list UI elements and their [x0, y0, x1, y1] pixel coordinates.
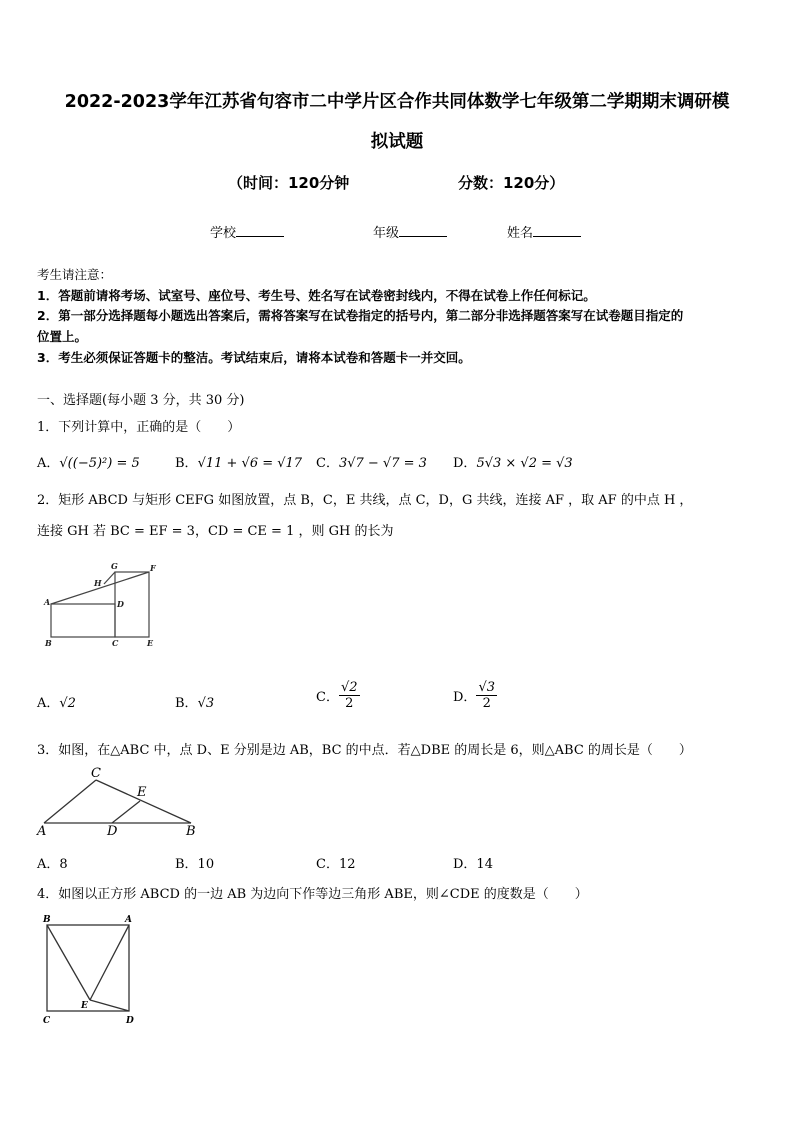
- q2-stem-line2: 连接 GH 若 BC = EF = 3，CD = CE = 1 ，则 GH 的长为: [37, 524, 394, 539]
- q3-label-e: E: [137, 785, 147, 800]
- q1-stem: 1．下列计算中，正确的是（ ）: [37, 420, 241, 435]
- q2-label-a: A: [44, 597, 51, 607]
- q3-option-b[interactable]: B．10: [175, 857, 215, 872]
- q1-option-a[interactable]: [37, 452, 140, 471]
- q2-figure: [40, 560, 170, 660]
- q4-label-b: B: [43, 915, 51, 925]
- grade-field[interactable]: [373, 222, 447, 241]
- q3-option-c[interactable]: C．12: [316, 857, 356, 872]
- score-label: 分数：120分）: [458, 174, 565, 192]
- q4-label-d: D: [126, 1016, 134, 1026]
- q3-line-ac: [44, 780, 96, 823]
- q2-option-d[interactable]: [453, 680, 497, 711]
- q1-b-label: B．: [175, 456, 198, 471]
- name-label: 姓名: [507, 226, 534, 241]
- q2-label-h: H: [94, 578, 102, 588]
- q4-label-a: A: [125, 915, 132, 925]
- q2-label-c: C: [112, 638, 119, 648]
- q1-c-expr: 3√7 − √7 = 3: [338, 456, 427, 471]
- q3-figure: [36, 765, 202, 837]
- q2-b-label: B．: [175, 696, 198, 711]
- q4-line-be: [47, 925, 90, 1000]
- q1-option-b[interactable]: [175, 452, 302, 471]
- section1-heading: 一、选择题(每小题 3 分，共 30 分): [37, 393, 245, 408]
- q2-option-a[interactable]: [37, 692, 76, 711]
- grade-blank[interactable]: [399, 224, 447, 237]
- time-label: （时间：120分钟: [228, 174, 350, 192]
- notice-line2a: 2．第一部分选择题每小题选出答案后，需将答案写在试卷指定的括号内，第二部分非选择题答案写在试卷题目指定的: [37, 308, 684, 323]
- q4-figure: [38, 912, 144, 1028]
- q2-c-label: C．: [316, 690, 339, 705]
- q2-rect-abcd: [51, 604, 115, 637]
- q2-label-b: B: [45, 638, 52, 648]
- q2-b-expr: √3: [197, 696, 215, 711]
- school-label: 学校: [210, 226, 237, 241]
- q2-d-numerator: √3: [478, 680, 495, 695]
- notice-heading: 考生请注意：: [37, 267, 113, 282]
- q3-label-a: A: [37, 824, 47, 837]
- q2-line-gh: [104, 572, 115, 584]
- q2-d-denominator: 2: [482, 696, 491, 711]
- notice-line2b: 位置上。: [37, 329, 88, 344]
- q2-d-label: D．: [453, 690, 477, 705]
- name-blank[interactable]: [533, 224, 581, 237]
- q2-stem-line1: 2．矩形 ABCD 与矩形 CEFG 如图放置，点 B，C，E 共线，点 C，D，G 共线，连接 AF ，取 AF 的中点 H ，: [37, 493, 693, 508]
- q2-a-label: A．: [37, 696, 60, 711]
- q1-option-c[interactable]: [316, 452, 427, 471]
- q1-d-label: D．: [453, 456, 477, 471]
- q3-option-d[interactable]: D．14: [453, 857, 493, 872]
- page-title-line1: 2022-2023学年江苏省句容市二中学片区合作共同体数学七年级第二学期期末调研模: [64, 92, 730, 112]
- q1-b-expr: √11 + √6 = √17: [197, 456, 303, 471]
- q2-option-b[interactable]: [175, 692, 214, 711]
- q3-label-c: C: [91, 766, 101, 781]
- q4-line-ae: [90, 925, 129, 1000]
- q2-a-expr: √2: [59, 696, 76, 711]
- q1-a-expr: √((−5)²) = 5: [59, 456, 140, 471]
- q3-label-d: D: [107, 824, 118, 837]
- page-title-line2: 拟试题: [370, 132, 424, 152]
- q4-label-e: E: [81, 1001, 88, 1011]
- q2-line-af: [51, 572, 149, 604]
- notice-line1: 1．答题前请将考场、试室号、座位号、考生号、姓名写在试卷密封线内，不得在试卷上作任何标记。: [37, 288, 596, 303]
- name-field[interactable]: [507, 222, 581, 241]
- q4-square-abcd: [47, 925, 129, 1011]
- q2-label-f: F: [150, 563, 156, 573]
- school-field[interactable]: [210, 222, 284, 241]
- q4-line-ed: [90, 1000, 129, 1011]
- q2-d-fraction: [476, 680, 497, 711]
- q4-label-c: C: [43, 1016, 51, 1026]
- q1-d-expr: 5√3 × √2 = √3: [476, 456, 573, 471]
- q1-c-label: C．: [316, 456, 339, 471]
- q1-a-label: A．: [37, 456, 60, 471]
- q3-stem: 3．如图，在△ABC 中，点 D、E 分别是边 AB，BC 的中点．若△DBE 的周长是 6，则△ABC 的周长是（ ）: [37, 743, 692, 758]
- grade-label: 年级: [373, 226, 400, 241]
- q2-label-g: G: [111, 561, 118, 571]
- q2-option-c[interactable]: [316, 680, 360, 711]
- q1-option-d[interactable]: [453, 452, 573, 471]
- q4-stem: 4．如图以正方形 ABCD 的一边 AB 为边向下作等边三角形 ABE，则∠CDE 的度数是（ ）: [37, 887, 588, 902]
- q3-line-de: [112, 801, 140, 823]
- notice-line3: 3．考生必须保证答题卡的整洁。考试结束后，请将本试卷和答题卡一并交回。: [37, 350, 471, 365]
- q3-label-b: B: [186, 824, 196, 837]
- school-blank[interactable]: [236, 224, 284, 237]
- q2-c-fraction: [339, 680, 360, 711]
- q2-c-numerator: √2: [340, 680, 358, 695]
- q2-label-d: D: [117, 599, 124, 609]
- q3-option-a[interactable]: A．8: [37, 857, 68, 872]
- q2-c-denominator: 2: [345, 696, 354, 711]
- q2-label-e: E: [147, 638, 154, 648]
